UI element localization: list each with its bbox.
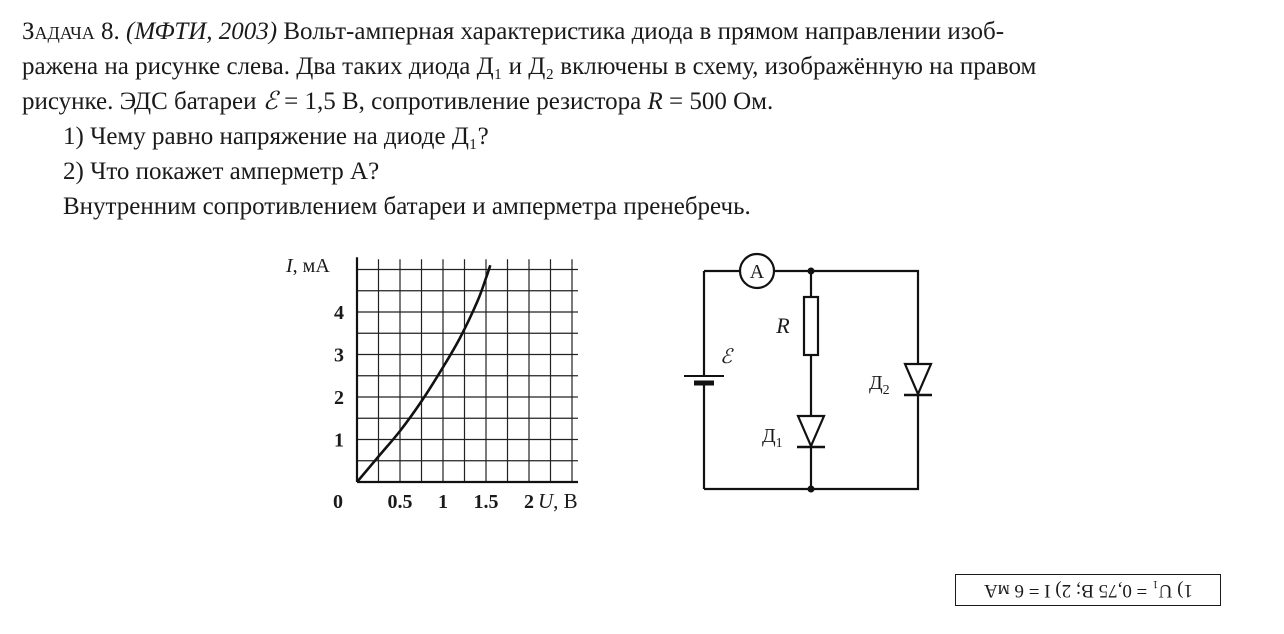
d1-label: $Д_1$ xyxy=(762,425,783,451)
problem-label: Задача 8. xyxy=(22,18,120,45)
ammeter xyxy=(740,254,774,288)
axis-unit: , мА xyxy=(292,255,330,277)
answer-text: 1) U₁ = 0,75 В; 2) I = 6 мА xyxy=(983,580,1193,601)
problem-source: (МФТИ, 2003) xyxy=(126,18,278,45)
emf-symbol: ℰ xyxy=(262,88,278,115)
axis-unit: , В xyxy=(553,489,578,513)
problem-line3-post: = 500 Ом. xyxy=(662,88,774,115)
problem-paragraph xyxy=(22,14,1262,119)
axis-variable: I xyxy=(286,255,293,277)
diode-d2 xyxy=(869,364,932,398)
x-tick-label: 1 xyxy=(438,491,448,513)
y-tick-label: 2 xyxy=(334,387,344,409)
junction-top xyxy=(808,268,815,275)
r-symbol: R xyxy=(647,88,663,115)
question-1: 1) Чему равно напряжение на диоде Д₁? xyxy=(63,123,489,150)
problem-line3-mid: = 1,5 В, сопротивление резистора xyxy=(277,88,648,115)
d2-label: $Д_2$ xyxy=(869,372,890,398)
y-axis-label xyxy=(285,255,330,277)
answer-box xyxy=(955,574,1221,606)
iv-curve xyxy=(357,265,490,482)
diode-d1 xyxy=(762,416,825,451)
problem-line2: ражена на рисунке слева. Два таких диода Д₁ и Д₂ включены в схему, изображённую на правом xyxy=(22,53,1037,80)
problem-line3-pre: рисунке. ЭДС батареи xyxy=(22,88,263,115)
x-tick-label: 2 xyxy=(524,491,534,513)
iv-chart xyxy=(270,245,620,525)
question-2: 2) Что покажет амперметр А? xyxy=(63,158,380,185)
problem-note: Внутренним сопротивлением батареи и амперметра пренебречь. xyxy=(63,193,751,220)
problem-text xyxy=(22,14,1262,224)
ammeter-label: A xyxy=(749,261,765,283)
x-axis-label xyxy=(538,489,578,513)
y-tick-label: 3 xyxy=(334,344,344,367)
x-tick-label: 0.5 xyxy=(387,491,413,513)
resistor xyxy=(775,297,818,355)
chart-grid xyxy=(357,259,578,482)
battery xyxy=(684,346,734,383)
resistor-label: R xyxy=(776,313,790,338)
y-tick-label: 4 xyxy=(334,302,344,324)
origin-label: 0 xyxy=(333,491,343,513)
y-tick-label: 1 xyxy=(334,429,344,452)
junction-bottom xyxy=(808,486,815,493)
problem-line1: Вольт-амперная характеристика диода в прямом направлении изоб- xyxy=(283,18,1005,45)
x-tick-label: 1.5 xyxy=(473,491,499,513)
battery-label: ℰ xyxy=(719,346,733,368)
circuit-diagram xyxy=(670,245,940,500)
axis-variable: U xyxy=(538,489,554,513)
